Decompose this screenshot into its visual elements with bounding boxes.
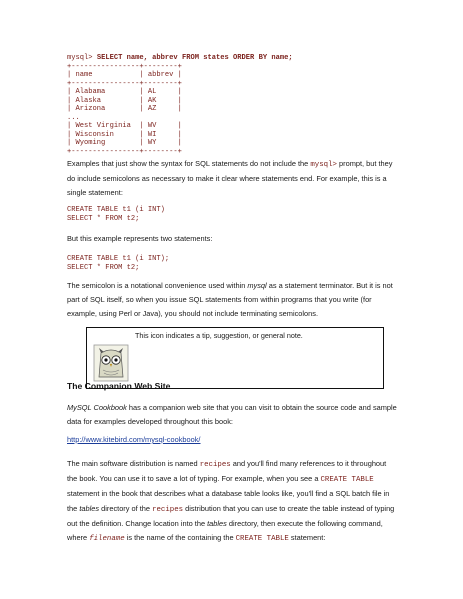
table-row: | Wisconsin | WI |: [67, 130, 182, 139]
table-border-top: +----------------+--------+: [67, 62, 182, 71]
paragraph-text: statement in the book that describes what a database table looks like, you'll find a SQL batch file in the: [67, 489, 390, 513]
sql-select-command: SELECT name, abbrev FROM states ORDER BY name;: [96, 54, 293, 62]
owl-tip-icon: [93, 343, 129, 383]
inline-code-recipes: recipes: [199, 461, 231, 469]
inline-code-filename: filename: [89, 535, 125, 544]
emphasis-tables: tables: [79, 503, 100, 513]
paragraph-text: as a statement terminator. But it is not part of SQL itself, so when you issue SQL statements from within programs that you write (for example, using Perl or Java), you should not include terminating semicolons.: [67, 281, 393, 319]
inline-code-mysql-prompt: mysql>: [310, 161, 337, 169]
paragraph-two-statements: But this example represents two statements:: [67, 234, 213, 243]
paragraph-syntax-examples: [67, 157, 397, 201]
table-row: | Wyoming | WY |: [67, 139, 182, 147]
table-ellipsis-row: ...: [67, 113, 80, 122]
paragraph-semicolon-convenience: [67, 279, 397, 322]
paragraph-text: statement:: [288, 533, 326, 543]
companion-site-link[interactable]: http://www.kitebird.com/mysql-cookbook/: [67, 435, 201, 444]
paragraph-text: Examples that just show the syntax for SQL statements do not include the: [67, 159, 311, 168]
code-line: CREATE TABLE t1 (i INT): [67, 206, 165, 214]
mysql-prompt: mysql>: [67, 54, 93, 62]
table-row: | Alaska | AK |: [67, 96, 182, 105]
inline-code-create-table: CREATE TABLE: [320, 476, 374, 485]
emphasis-tables: tables: [207, 518, 227, 528]
tip-note-text: This icon indicates a tip, suggestion, or general note.: [135, 331, 303, 340]
inline-code-recipes: recipes: [152, 505, 184, 514]
code-line: CREATE TABLE t1 (i INT);: [67, 255, 170, 263]
table-border-bottom: +----------------+--------+: [67, 147, 182, 156]
table-row: | West Virginia | WV |: [67, 122, 182, 130]
paragraph-text: The main software distribution is named: [67, 459, 200, 468]
paragraph-text: and you'll find many references to it throughout the book. You can use it to save a lot of typing. For example, when you see a: [67, 459, 387, 484]
paragraph-text: is the name of the containing the: [124, 533, 236, 543]
paragraph-text: directory of the: [99, 503, 153, 513]
paragraph-text: has a companion web site that you can visit to obtain the source code and sample data for examples developed throughout this book:: [67, 403, 397, 427]
inline-code-create-table: CREATE TABLE: [235, 535, 289, 544]
emphasis-book-title: MySQL Cookbook: [67, 403, 127, 412]
code-line: SELECT * FROM t2;: [67, 214, 140, 223]
table-border-mid: +----------------+--------+: [67, 79, 182, 88]
two-statements-code-block: [67, 255, 169, 272]
paragraph-software-distribution: [67, 457, 397, 546]
paragraph-text: directory, then execute the following command, where: [67, 518, 383, 543]
paragraph-text: prompt, but they do include semicolons as necessary to make it clear where statements end. For example, this is a single statement:: [67, 159, 393, 198]
table-header-row: | name | abbrev |: [67, 71, 182, 79]
paragraph-text: The semicolon is a notational convenience used within: [67, 281, 248, 290]
paragraph-companion-site: [67, 401, 397, 429]
table-row: | Alabama | AL |: [67, 88, 182, 96]
emphasis-mysql: mysql: [247, 281, 267, 290]
table-row: | Arizona | AZ |: [67, 105, 182, 113]
tip-note-box: [86, 327, 384, 389]
section-heading: The Companion Web Site: [67, 381, 171, 391]
single-statement-code-block: [67, 206, 165, 223]
code-line: SELECT * FROM t2;: [67, 263, 140, 272]
paragraph-text: distribution that you can use to create the table instead of typing out the definition. Change location into the: [67, 503, 395, 528]
query-result-code-block: [67, 54, 293, 156]
